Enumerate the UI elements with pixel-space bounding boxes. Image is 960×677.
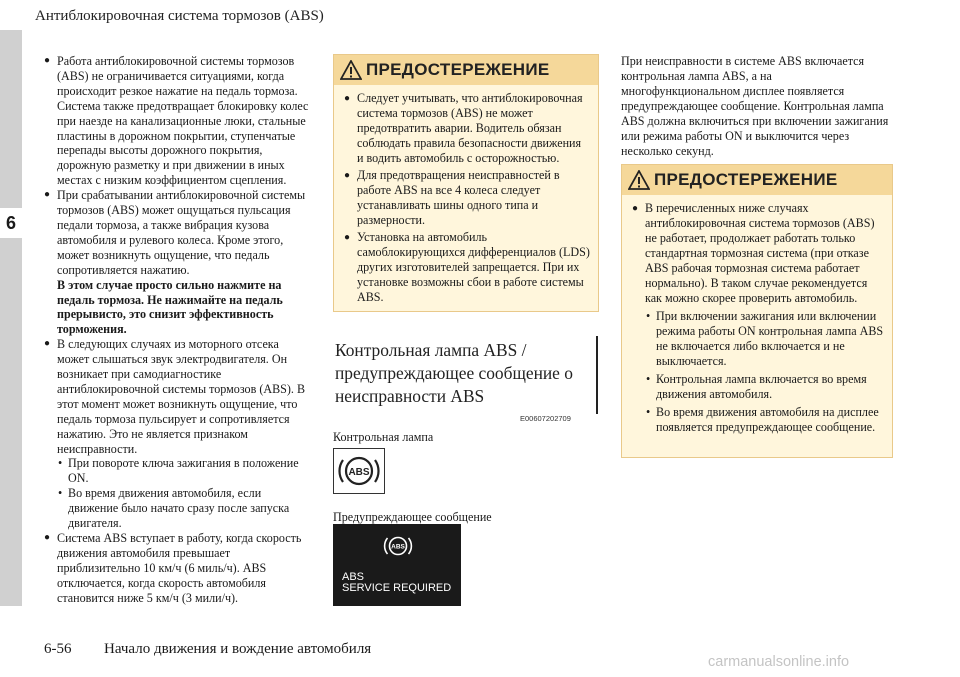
chapter-side-strip bbox=[0, 30, 22, 606]
message-caption: Предупреждающее сообщение bbox=[333, 510, 492, 524]
warning-box bbox=[333, 54, 599, 312]
section-title: Контрольная лампа ABS / предупреждающее сообщение о неисправности ABS bbox=[335, 340, 573, 406]
list-item: ● Система ABS вступает в работу, когда скорость движения автомобиля превышает приблизительно 10 км/ч (6 миль/ч). ABS отключается, когда скорость автомобиля становится ниже 5 км/ч (3 мили/ч). bbox=[44, 531, 314, 606]
abs-service-display bbox=[333, 524, 461, 606]
sub-list-item: • При повороте ключа зажигания в положение ON. bbox=[44, 456, 314, 486]
display-line-2: SERVICE REQUIRED bbox=[342, 582, 452, 594]
section-code: E00607202709 bbox=[520, 414, 571, 423]
footer-chapter-title: Начало движения и вождение автомобиля bbox=[104, 641, 372, 657]
sub-list-item: • Во время движения автомобиля, если движение было начато сразу после запуска двигателя. bbox=[44, 486, 314, 531]
warning-heading bbox=[622, 165, 892, 195]
abs-warning-lamp-icon bbox=[334, 449, 384, 493]
warning-heading-text: ПРЕДОСТЕРЕЖЕНИЕ bbox=[366, 60, 550, 79]
abs-display-icon-label: ABS bbox=[391, 543, 405, 551]
sub-list-item: • Во время движения автомобиля на дисплее появляется предупреждающее сообщение. bbox=[632, 405, 884, 435]
list-item: ● Установка на автомобиль самоблокирующихся дифференциалов (LDS) других изготовителей запрещается. При их установке возможны сбои в работе системы ABS. bbox=[344, 230, 590, 305]
warning-triangle-icon bbox=[340, 60, 362, 80]
list-item: ● В перечисленных ниже случаях антиблокировочная система тормозов (ABS) не работает, продолжает работать только стандартная тормозная система (при отказе ABS рабочая тормозная система работает нормально). В таком случае рекомендуется как можно скорее проверить автомобиль. bbox=[632, 201, 884, 306]
lamp-caption: Контрольная лампа bbox=[333, 430, 434, 444]
warning-triangle-icon bbox=[628, 170, 650, 190]
abs-lamp-figure bbox=[333, 448, 385, 494]
right-column-text: При неисправности в системе ABS включается контрольная лампа ABS, а на многофункциональном дисплее появляется предупреждающее сообщение. Контрольная лампа ABS должна включиться при включении зажигания или режима работы ON и выключится через несколько секунд. bbox=[621, 54, 889, 158]
page-number: 6-56 bbox=[44, 641, 72, 657]
warning-box bbox=[621, 164, 893, 458]
list-item: ● При срабатывании антиблокировочной системы тормозов (ABS) может ощущаться пульсация педали тормоза, а также вибрация кузова автомобиля и рулевого колеса. Кроме этого, может возникнуть ощущение, что педаль сопротивляется нажатию. bbox=[44, 188, 314, 277]
section-heading-box bbox=[333, 336, 598, 414]
list-item: ● Работа антиблокировочной системы тормозов (ABS) не ограничивается ситуациями, когда происходит резкое нажатие на педаль тормоза. Система также предотвращает блокировку колес при наезде на канализационные люки, стальные пластины в дорожном покрытии, ступенчатые перепады высоты дорожного покрытия, дорожную разметку и при движении в иных местах с низким коэффициентом сцепления. bbox=[44, 54, 314, 188]
page-header-title: Антиблокировочная система тормозов (ABS) bbox=[35, 8, 324, 24]
list-item: ● В следующих случаях из моторного отсека может слышаться звук электродвигателя. Он возникает при самодиагностике антиблокировочной системы тормозов (ABS). В этот момент может возникнуть ощущение, что педаль тормоза пульсирует и сопротивляется нажатию. Это не является признаком неисправности. bbox=[44, 337, 314, 456]
sub-list-item: • При включении зажигания или включении режима работы ON контрольная лампа ABS не включается либо включается и не выключается. bbox=[632, 309, 884, 369]
abs-display-icon bbox=[383, 532, 413, 560]
chapter-number-tab: 6 bbox=[0, 208, 22, 238]
sub-list-item: • Контрольная лампа включается во время движения автомобиля. bbox=[632, 372, 884, 402]
bold-instruction: В этом случае просто сильно нажмите на педаль тормоза. Не нажимайте на педаль прерывисто, это снизит эффективность торможения. bbox=[57, 277, 283, 337]
warning-heading-text: ПРЕДОСТЕРЕЖЕНИЕ bbox=[654, 170, 838, 189]
abs-lamp-label: ABS bbox=[348, 467, 370, 478]
display-line-1: ABS bbox=[342, 571, 365, 583]
warning-heading bbox=[334, 55, 598, 85]
list-item: ● Для предотвращения неисправностей в работе ABS на все 4 колеса следует устанавливать шины одного типа и размерности. bbox=[344, 168, 590, 228]
left-column bbox=[44, 54, 314, 606]
list-item: ● Следует учитывать, что антиблокировочная система тормозов (ABS) не может предотвратить аварии. Водитель обязан соблюдать правила безопасности движения и водить автомобиль с осторожностью. bbox=[344, 91, 590, 166]
watermark: carmanualsonline.info bbox=[708, 654, 850, 670]
